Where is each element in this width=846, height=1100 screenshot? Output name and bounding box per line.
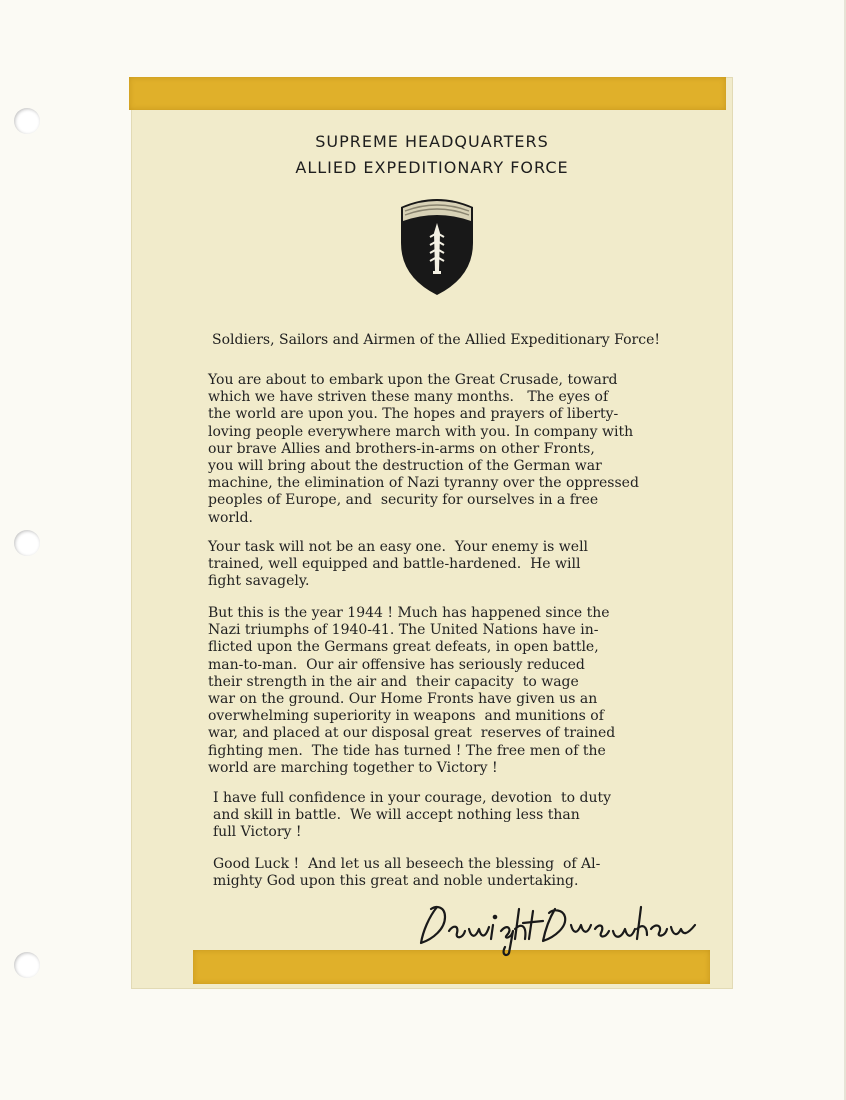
- shaef-shoulder-insignia-icon: [397, 193, 477, 297]
- paragraph-1: You are about to embark upon the Great Crusade, toward which we have striven these many months. The eyes of the world are upon you. The hopes and prayers of liberty- loving people everywhere march with you. In company with our brave Allies and brothers-in-arms on other Fronts, you will bring about the destruction of the German war machine, the elimination of Nazi tyranny over the oppressed peoples of Europe, and security for ourselves in a free world.: [208, 372, 639, 526]
- tape-strip-top: [129, 77, 726, 110]
- paragraph-2: Your task will not be an easy one. Your enemy is well trained, well equipped and battle-hardened. He will fight savagely.: [208, 539, 589, 590]
- handwritten-signature-icon: [415, 895, 705, 957]
- punch-hole: [14, 952, 40, 978]
- paragraph-3: But this is the year 1944 ! Much has happened since the Nazi triumphs of 1940-41. The United Nations have in- flicted upon the Germans great defeats, in open battle, man-to-man. Our air offensive has seriously reduced their strength in the air and their capacity to wage war on the ground. Our Home Fronts have given us an overwhelming superiority in weapons and munitions of war, and placed at our disposal great reserves of trained fighting men. The tide has turned ! The free men of the world are marching together to Victory !: [208, 605, 616, 776]
- header-line-1: SUPREME HEADQUARTERS: [315, 132, 549, 151]
- punch-hole: [14, 530, 40, 556]
- paragraph-4: I have full confidence in your courage, devotion to duty and skill in battle. We will accept nothing less than full Victory !: [213, 790, 612, 841]
- salutation: Soldiers, Sailors and Airmen of the Allied Expeditionary Force!: [212, 332, 660, 348]
- header-line-2: ALLIED EXPEDITIONARY FORCE: [295, 158, 569, 177]
- paragraph-5: Good Luck ! And let us all beseech the blessing of Al- mighty God upon this great and noble undertaking.: [213, 856, 601, 890]
- punch-hole: [14, 108, 40, 134]
